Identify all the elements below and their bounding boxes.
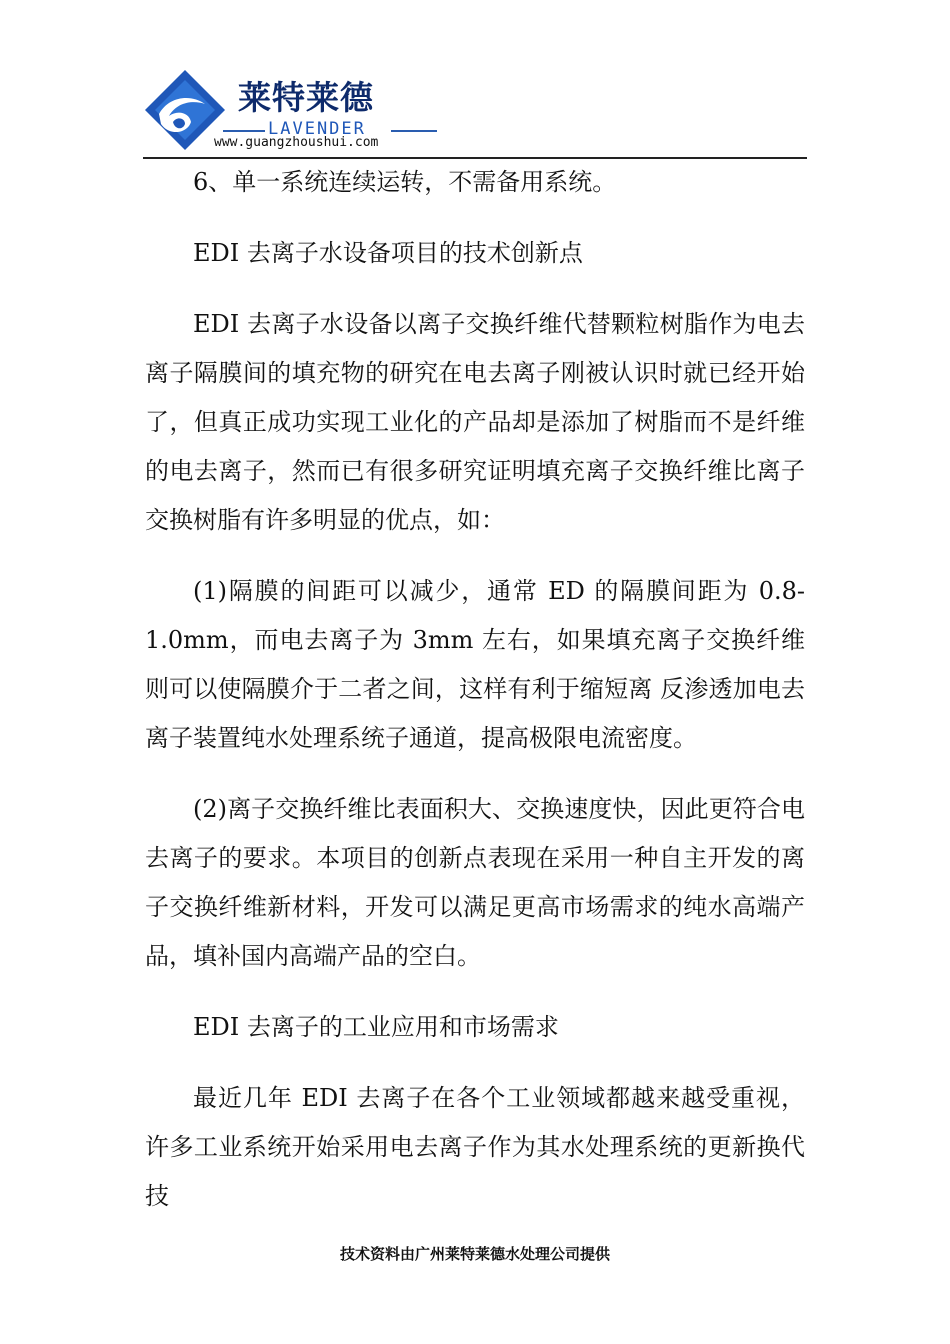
paragraph: (2)离子交换纤维比表面积大、交换速度快，因此更符合电去离子的要求。本项目的创新点表现在采用一种自主开发的离子交换纤维新材料，开发可以满足更高市场需求的纯水高端产品，填补国内高端产品的空白。 xyxy=(145,795,805,970)
section-heading: EDI 去离子水设备项目的技术创新点 xyxy=(193,239,583,267)
paragraph: 最近几年 EDI 去离子在各个工业领域都越来越受重视，许多工业系统开始采用电去离子作为其水处理系统的更新换代技 xyxy=(145,1084,805,1210)
brand-name-en: LAVENDER xyxy=(268,119,366,139)
brand-url: www.guangzhoushui.com xyxy=(214,135,379,150)
page-header xyxy=(143,62,807,158)
document-body xyxy=(145,158,805,1221)
page-footer: 技术资料由广州莱特莱德水处理公司提供 xyxy=(339,1245,610,1263)
paragraph: (1)隔膜的间距可以减少，通常 ED 的隔膜间距为 0.8-1.0mm，而电去离子为 3mm 左右，如果填充离子交换纤维则可以使隔膜介于二者之间，这样有利于缩短离 反渗透加电去离子装置纯水处理系统子通道，提高极限电流密度。 xyxy=(145,577,805,752)
paragraph: 6、单一系统连续运转，不需备用系统。 xyxy=(193,168,617,196)
paragraph: EDI 去离子水设备以离子交换纤维代替颗粒树脂作为电去离子隔膜间的填充物的研究在电去离子刚被认识时就已经开始了，但真正成功实现工业化的产品却是添加了树脂而不是纤维的电去离子，然而已有很多研究证明填充离子交换纤维比离子交换树脂有许多明显的优点，如： xyxy=(145,310,805,534)
brand-rule-left xyxy=(223,130,265,132)
brand-rule-right xyxy=(391,130,437,132)
brand-name-cn: 莱特莱德 xyxy=(238,78,374,117)
section-heading: EDI 去离子的工业应用和市场需求 xyxy=(193,1013,559,1041)
